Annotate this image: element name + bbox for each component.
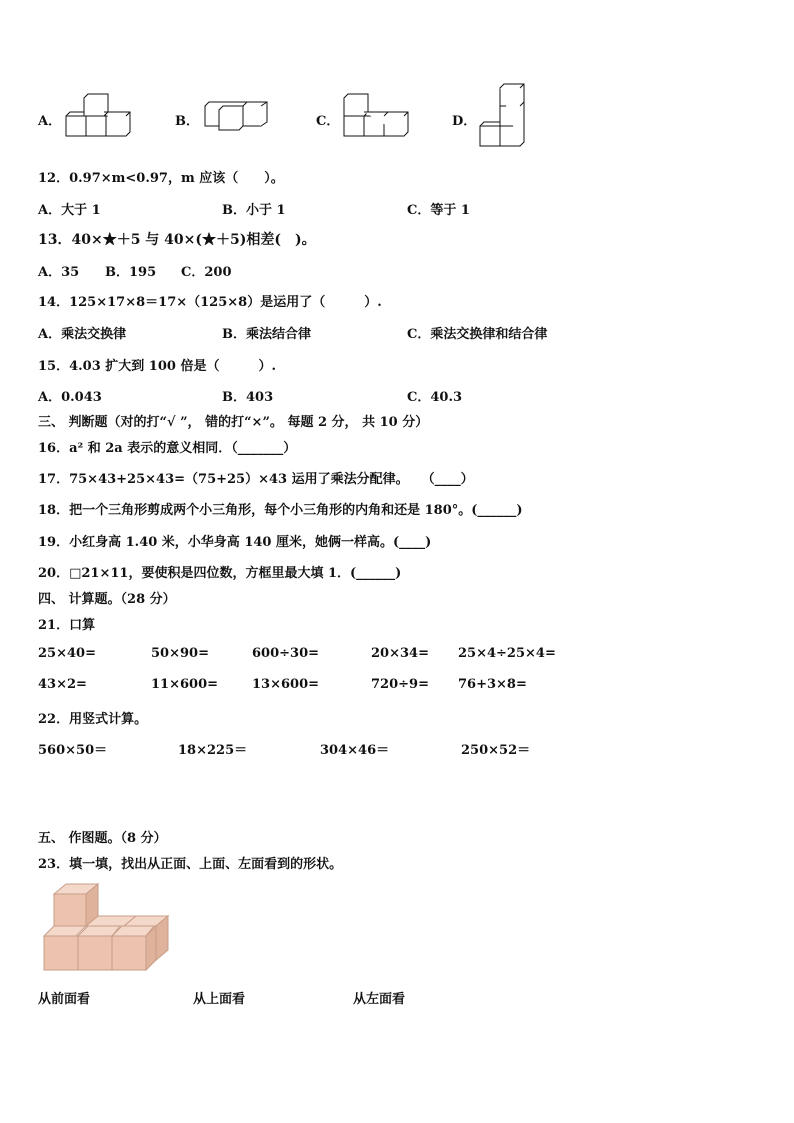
mental-calc-item: 76+3×8= [458, 677, 527, 692]
cube-figure-d [478, 82, 528, 148]
question-22: 22．用竖式计算。 [38, 712, 148, 727]
q14-option-b: B．乘法结合律 [222, 327, 311, 342]
option-b-label: B． [175, 114, 199, 129]
colored-cube-figure [40, 880, 172, 976]
mental-calc-item: 13×600= [252, 677, 320, 692]
question-14: 14．125×17×8＝17×（125×8）是运用了（ ）. [38, 295, 382, 310]
vertical-calc-item: 18×225＝ [178, 743, 248, 758]
section-5-title: 五、 作图题。（8 分） [38, 831, 167, 846]
view-left-label: 从左面看 [353, 992, 406, 1007]
q12-option-c: C．等于 1 [407, 203, 470, 218]
section-4-title: 四、 计算题。（28 分） [38, 592, 176, 607]
q12-option-a: A．大于 1 [38, 203, 101, 218]
question-20: 20．□21×11，要使积是四位数，方框里最大填 1．(______) [38, 566, 402, 581]
question-21: 21．口算 [38, 618, 96, 633]
mental-calc-item: 720÷9= [371, 677, 429, 692]
q14-option-c: C．乘法交换律和结合律 [407, 327, 548, 342]
q15-option-c: C．40.3 [407, 390, 463, 405]
mental-calc-item: 43×2= [38, 677, 87, 692]
question-12: 12．0.97×m<0.97，m 应该（ ）。 [38, 171, 284, 186]
option-c-label: C． [316, 114, 340, 129]
cube-figure-c [342, 96, 414, 140]
question-16: 16．a² 和 2a 表示的意义相同．（_______） [38, 441, 297, 456]
mental-calc-item: 11×600= [151, 677, 219, 692]
view-front-label: 从前面看 [38, 992, 91, 1007]
mental-calc-item: 600÷30= [252, 646, 320, 661]
q15-option-b: B．403 [222, 390, 274, 405]
vertical-calc-item: 560×50＝ [38, 743, 108, 758]
question-13: 13．40×★＋5 与 40×(★＋5)相差( )。 [38, 232, 316, 248]
cube-figure-b [203, 100, 273, 132]
q15-option-a: A．0.043 [38, 390, 102, 405]
vertical-calc-item: 250×52＝ [461, 743, 531, 758]
mental-calc-item: 25×40= [38, 646, 96, 661]
question-19: 19．小红身高 1.40 米，小华身高 140 厘米，她俩一样高。(____) [38, 535, 432, 550]
option-a-label: A． [38, 114, 62, 129]
question-17: 17．75×43+25×43=（75+25）×43 运用了乘法分配律。 （____） [38, 472, 474, 487]
section-3-title: 三、 判断题（对的打“√ ”， 错的打“×”。 每题 2 分， 共 10 分） [38, 415, 429, 430]
q13-option-b: B．195 [105, 265, 157, 280]
cube-figure-a [64, 96, 136, 140]
vertical-calc-item: 304×46＝ [320, 743, 390, 758]
mental-calc-item: 20×34= [371, 646, 429, 661]
q13-option-a: A．35 [38, 265, 80, 280]
question-15: 15．4.03 扩大到 100 倍是（ ）. [38, 359, 276, 374]
option-d-label: D． [452, 114, 477, 129]
question-18: 18．把一个三角形剪成两个小三角形，每个小三角形的内角和还是 180°。(______) [38, 503, 523, 518]
q14-option-a: A．乘法交换律 [38, 327, 127, 342]
mental-calc-item: 50×90= [151, 646, 209, 661]
q13-option-c: C．200 [181, 265, 232, 280]
mental-calc-item: 25×4÷25×4= [458, 646, 556, 661]
view-top-label: 从上面看 [193, 992, 246, 1007]
q12-option-b: B．小于 1 [222, 203, 286, 218]
question-23: 23．填一填，找出从正面、上面、左面看到的形状。 [38, 857, 343, 872]
